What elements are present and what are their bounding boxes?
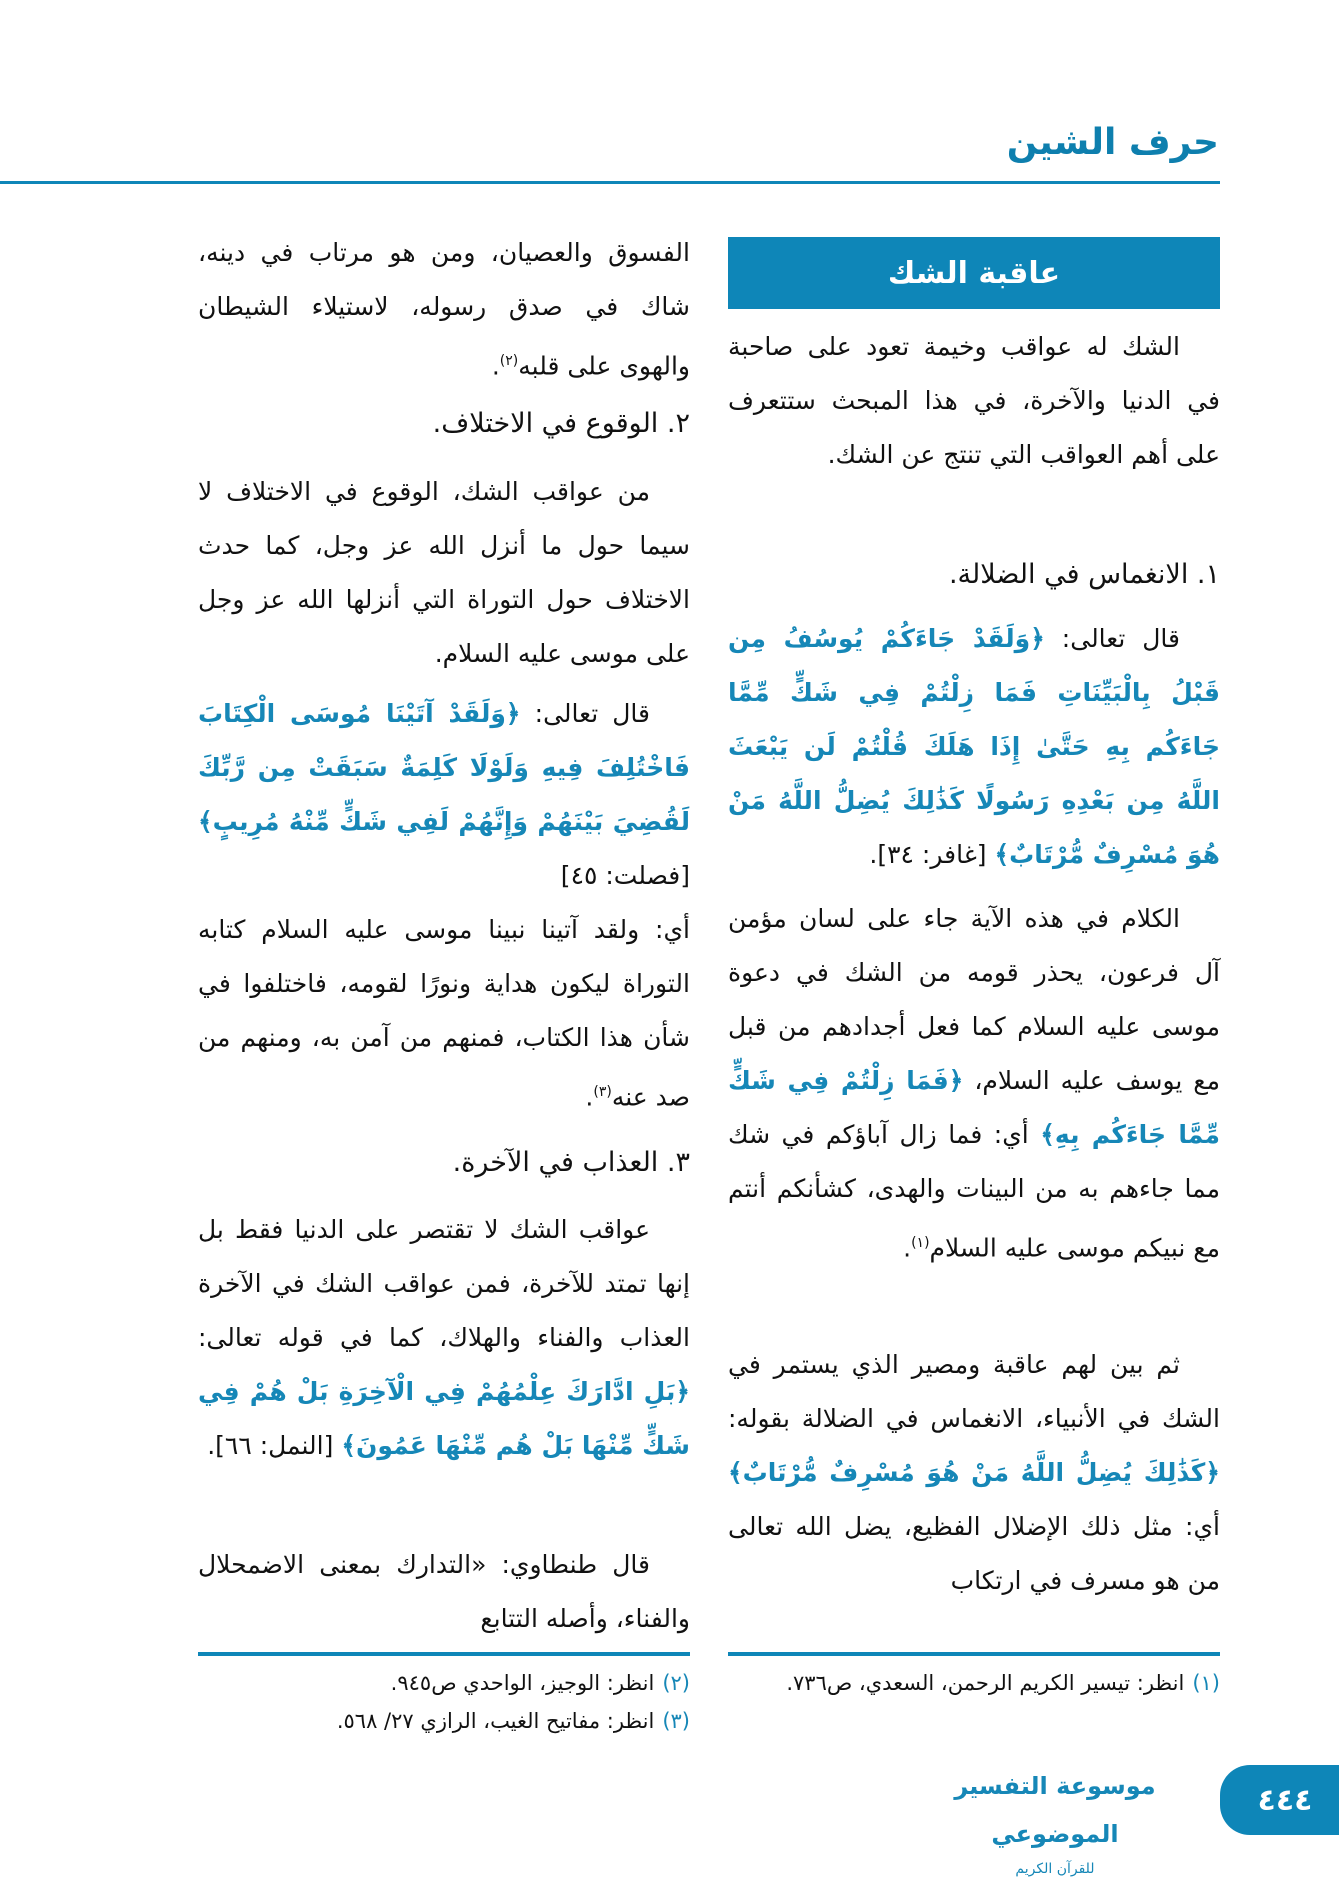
section-title xyxy=(728,237,1220,309)
footnote-ref[interactable]: (٢) xyxy=(499,353,519,369)
footnote-text: انظر: تيسير الكريم الرحمن، السعدي، ص٧٣٦. xyxy=(786,1671,1185,1695)
paragraph xyxy=(728,1338,1220,1608)
verse-lead: قال تعالى: xyxy=(1044,624,1181,653)
heading-3: ٣. العذاب في الآخرة. xyxy=(452,1147,690,1178)
verse-reference: [النمل: ٦٦]. xyxy=(207,1431,342,1460)
verse-reference: [فصلت: ٤٥] xyxy=(560,861,690,890)
footnote-text: انظر: مفاتيح الغيب، الرازي ٢٧/ ٥٦٨. xyxy=(336,1709,655,1733)
quran-verse: ﴿وَلَقَدْ آتَيْنَا مُوسَى الْكِتَابَ فَاخْتُلِفَ فِيهِ وَلَوْلَا كَلِمَةٌ سَبَقَتْ مِن رَّبِّكَ لَقُضِيَ بَيْنَهُمْ وَإِنَّهُمْ لَفِي شَكٍّ مِّنْهُ مُرِيبٍ﴾ xyxy=(198,699,690,836)
quran-verse: ﴿كَذَٰلِكَ يُضِلُّ اللَّهُ مَنْ هُوَ مُسْرِفٌ مُّرْتَابٌ﴾ xyxy=(728,1458,1220,1487)
paragraph: قال طنطاوي: «التدارك بمعنى الاضمحلال والفناء، وأصله التتابع xyxy=(198,1550,690,1633)
chapter-title: حرف الشين xyxy=(1006,122,1219,163)
heading-2: ٢. الوقوع في الاختلاف. xyxy=(432,408,690,439)
footnote-1 xyxy=(728,1664,1220,1702)
quran-verse: ﴿وَلَقَدْ جَاءَكُمْ يُوسُفُ مِن قَبْلُ بِالْبَيِّنَاتِ فَمَا زِلْتُمْ فِي شَكٍّ مِّمَّا جَاءَكُم بِهِ حَتَّىٰ إِذَا هَلَكَ قُلْتُمْ لَن يَبْعَثَ اللَّهُ مِن بَعْدِهِ رَسُولًا كَذَٰلِكَ يُضِلُّ اللَّهُ مَنْ هُوَ مُسْرِفٌ مُّرْتَابٌ﴾ xyxy=(728,624,1220,869)
section-title-text: عاقبة الشك xyxy=(887,255,1061,291)
text: . xyxy=(903,1233,912,1263)
footnote-number: (٣) xyxy=(662,1709,690,1733)
footnote-divider xyxy=(728,1652,1220,1656)
paragraph: من عواقب الشك، الوقوع في الاختلاف لا سيما حول ما أنزل الله عز وجل، كما حدث الاختلاف حول التوراة التي أنزلها الله عز وجل على موسى عليه السلام. xyxy=(198,477,690,668)
footnote-2 xyxy=(198,1664,690,1702)
footnote-ref[interactable]: (٣) xyxy=(593,1084,612,1100)
verse-paragraph-1 xyxy=(728,612,1220,882)
logo-title: موسوعة التفسير الموضوعي xyxy=(954,1772,1156,1848)
text: أي: مثل ذلك الإضلال الفظيع، يضل الله تعالى من هو مسرف في ارتكاب xyxy=(728,1512,1220,1595)
paragraph xyxy=(728,892,1220,1275)
verse-paragraph-2 xyxy=(198,687,690,903)
header-divider xyxy=(0,181,1220,184)
intro-paragraph: الشك له عواقب وخيمة تعود على صاحبة في الدنيا والآخرة، في هذا المبحث ستتعرف على أهم العواقب التي تنتج عن الشك. xyxy=(728,332,1220,469)
logo-subtitle: للقرآن الكريم xyxy=(1015,1861,1095,1877)
text: عواقب الشك لا تقتصر على الدنيا فقط بل إنها تمتد للآخرة، فمن عواقب الشك في الآخرة العذاب والفناء والهلاك، كما في قوله تعالى: xyxy=(198,1215,690,1352)
heading-1: ١. الانغماس في الضلالة. xyxy=(948,559,1220,590)
quran-verse: ﴿فَمَا زِلْتُمْ فِي شَكٍّ مِّمَّا جَاءَكُم بِهِ﴾ xyxy=(728,1066,1220,1149)
verse-lead: قال تعالى: xyxy=(520,699,650,728)
page-number: ٤٤٤ xyxy=(1257,1782,1313,1818)
footnote-ref[interactable]: (١) xyxy=(911,1235,930,1251)
footnote-3 xyxy=(198,1702,690,1740)
text: أي: فما زال آباؤكم في شك مما جاءهم به من البينات والهدى، كشأنكم أنتم مع نبيكم موسى عليه السلام xyxy=(728,1120,1220,1263)
page-number-tab xyxy=(1220,1765,1339,1835)
footnote-number: (١) xyxy=(1192,1671,1220,1695)
verse-reference: [غافر: ٣٤]. xyxy=(869,840,995,869)
paragraph xyxy=(198,226,690,393)
paragraph xyxy=(198,1203,690,1473)
footnote-text: انظر: الوجيز، الواحدي ص٩٤٥. xyxy=(390,1671,655,1695)
text: الكلام في هذه الآية جاء على لسان مؤمن آل فرعون، يحذر قومه من الشك في دعوة موسى عليه السلام كما فعل أجدادهم من قبل مع يوسف عليه السلام، xyxy=(728,904,1220,1095)
paragraph xyxy=(198,903,690,1124)
text: الفسوق والعصيان، ومن هو مرتاب في دينه، شاك في صدق رسوله، لاستيلاء الشيطان والهوى على قلبه xyxy=(198,238,690,381)
text: ثم بين لهم عاقبة ومصير الذي يستمر في الشك في الأنبياء، الانغماس في الضلالة بقوله: xyxy=(728,1350,1220,1433)
footnote-divider xyxy=(198,1652,690,1656)
text: . xyxy=(491,351,500,381)
encyclopedia-logo xyxy=(930,1762,1180,1877)
text: أي: ولقد آتينا نبينا موسى عليه السلام كتابه التوراة ليكون هداية ونورًا لقومه، فاختلفوا في شأن هذا الكتاب، فمنهم من آمن به، ومنهم من صد عنه xyxy=(198,915,690,1112)
text: . xyxy=(585,1082,594,1112)
quran-verse: ﴿بَلِ ادَّارَكَ عِلْمُهُمْ فِي الْآخِرَةِ بَلْ هُمْ فِي شَكٍّ مِّنْهَا بَلْ هُم مِّنْهَا عَمُونَ﴾ xyxy=(198,1377,690,1460)
footnote-number: (٢) xyxy=(662,1671,690,1695)
